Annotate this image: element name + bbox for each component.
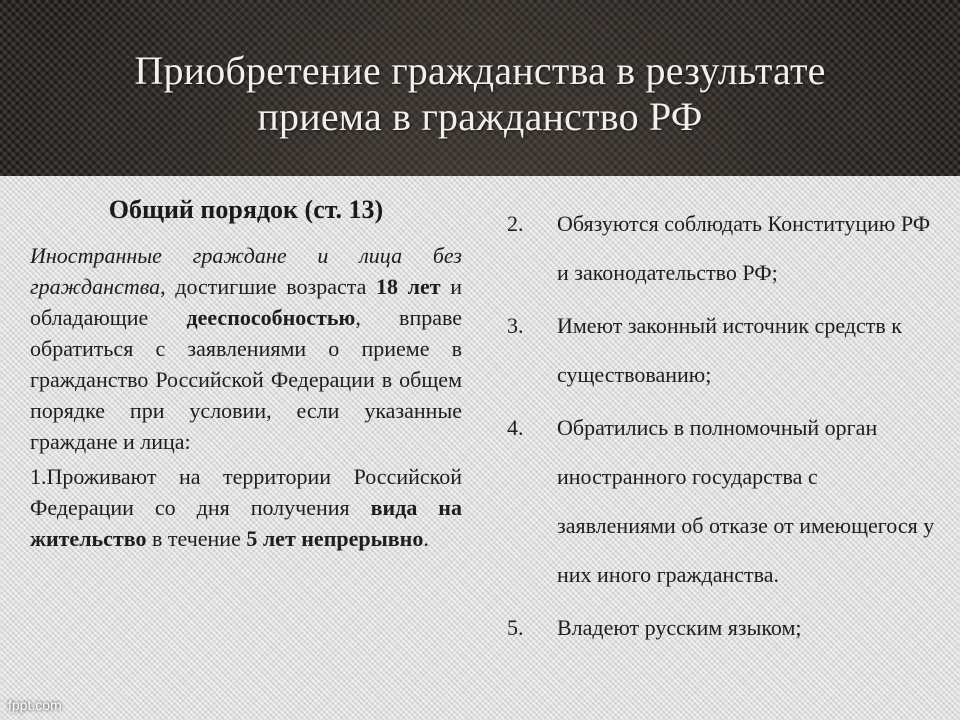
- list-item: [507, 301, 937, 399]
- list-text: Обязуются соблюдать Конституцию РФ и законодательство РФ;: [557, 211, 931, 285]
- watermark: fppt.com: [8, 697, 62, 713]
- paragraph-text: и обладающие: [30, 274, 462, 330]
- section-heading: Общий порядок (ст. 13): [108, 195, 384, 224]
- subjects-text: Иностранные граждане и лица без гражданства: [30, 243, 462, 299]
- paragraph-text: в течение: [146, 526, 247, 551]
- list-text: Имеют законный источник средств к существованию;: [557, 313, 902, 387]
- age-requirement: 18 лет: [376, 274, 441, 299]
- slide-title-line-2: приема в гражданство РФ: [257, 94, 703, 139]
- list-item: [507, 403, 937, 599]
- list-text: Владеют русским языком;: [557, 615, 802, 640]
- condition-1-paragraph: [30, 461, 462, 554]
- list-item: [507, 199, 937, 297]
- title-area: [0, 0, 960, 176]
- paragraph-text: .: [423, 526, 429, 551]
- eligibility-paragraph: [30, 240, 462, 457]
- slide-title: [0, 48, 960, 140]
- list-number: 5.: [507, 615, 524, 640]
- paragraph-text: , вправе обратиться с заявлениями о приеме в гражданство Российской Федерации в общем порядке при условии, если указанные граждане и лица:: [30, 305, 463, 454]
- slide-title-line-1: Приобретение гражданства в результате: [134, 48, 826, 93]
- years-requirement: 5 лет непрерывно: [246, 526, 424, 551]
- left-column: [30, 194, 462, 554]
- residence-permit-text: вида на жительство: [30, 495, 462, 551]
- paragraph-text: 1.Проживают на территории Российской Федерации со дня получения: [30, 464, 462, 520]
- list-text: Обратились в полномочный орган иностранного государства с заявлениями об отказе от имеющегося у них иного гражданства.: [557, 415, 935, 587]
- list-number: 3.: [507, 313, 524, 338]
- right-column: [507, 199, 937, 656]
- capacity-requirement: дееспособностью: [186, 305, 356, 330]
- content-panel: [0, 176, 960, 720]
- list-number: 2.: [507, 211, 524, 236]
- paragraph-text: , достигшие возраста: [160, 274, 377, 299]
- list-item: [507, 603, 937, 652]
- list-number: 4.: [507, 415, 524, 440]
